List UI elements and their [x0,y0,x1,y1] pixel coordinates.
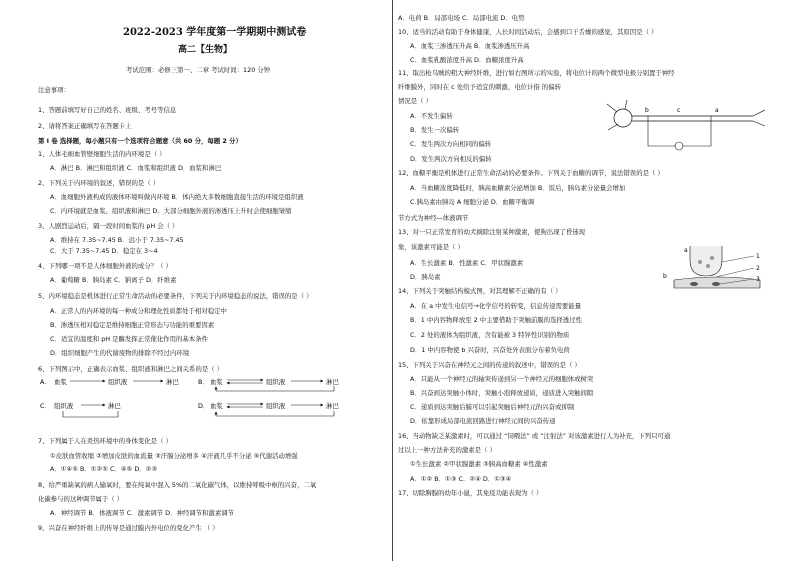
question-line: 象，该激素可能是（ ） [398,243,464,251]
question-line: C．内环境就是血浆、组织液和淋巴 D．大部分细胞外液的渗透压上升时会使细胞皱缩 [50,207,292,215]
question-line: C．适宜的温度和 pH 是酶发挥正常催化作用的基本条件 [50,335,208,343]
galvanometer-icon [675,142,683,150]
question-line: B．渗透压相对稳定是维持细胞正常形态与功能的重要因素 [50,321,215,329]
column-divider [392,0,393,561]
question-line: 化碳参与的这种调节属于（ ） [38,495,124,503]
question-line: A．只能从一个神经元的轴突传递到另一个神经元的细胞体或树突 [410,375,594,383]
label-lymph: 淋巴 [108,402,121,410]
note-item: 1、答题前填写好自己的姓名、班级、考号等信息 [38,106,177,114]
label-b: b [663,273,667,280]
question-line: 4、下列哪一项不是人体细胞外液的成分？（ ） [38,262,172,270]
question-line: 12、血糖平衡是机体进行正常生命活动的必要条件。下列关于血糖的调节，说法错误的是（ ） [398,169,664,177]
label-plasma: 血浆 [54,378,67,386]
question-line: C．大于 7.35~7.45 D．稳定在 3~4 [50,247,158,255]
question-line: 10、适当的活动有助于身体健康，人长时间活动后，会感到口干舌燥的感觉，其原因是（ ） [398,28,658,36]
note-item: 2、请将答案正确填写在答题卡上 [38,122,132,130]
exam-title: 2022-2023 学年度第一学期期中测试卷 [123,27,307,38]
question-line: 15、下列关于兴奋在神经元之间的传递的叙述中，错误的是（ ） [398,361,581,369]
question-line: A．血细胞外液构成的液体环境叫做内环境 B．体内绝大多数细胞直接生活的环境是组织液 [50,193,304,201]
exam-info: 考试范围：必修三第一、二章 考试时间：120 分钟 [126,66,271,74]
label-a: a [684,247,688,254]
question-line: 3、人剧烈运动后，隔一段时间血浆的 pH 会（ ） [38,222,179,230]
question-line: D．1 中内容物使 b 兴奋时，兴奋处外表面分布着负电荷 [410,346,570,354]
question-line: A．不发生偏转 [410,112,453,120]
question-line: C．2 处的液体为组织液，含有能被 3 特异性识别的物质 [410,331,570,339]
question-line: B．1 中内容物释放至 2 中主要借助于突触前膜的选择透过性 [410,316,582,324]
label-lymph: 淋巴 [326,402,339,410]
label-c: c [677,107,681,114]
question-line: A．①④⑤ B．①②⑤ C．④⑤ D．②③ [50,465,158,473]
question-line: C．发生两次方向相同的偏转 [410,140,492,148]
diagram-option-b: B． [198,378,209,386]
question-line: 16、当动物缺乏某激素时，可以通过 “饲喂法” 或 “注射法” 对该激素进行人为补充，下列只可通 [398,432,671,440]
question-line: A．葡萄糖 B．胰岛素 C．钠离子 D．纤维素 [50,276,177,284]
question-line: 2、下列关于内环境的叙述，错误的是（ ） [38,179,160,187]
question-line: A．淋巴 B．淋巴和组织液 C．血浆和组织液 D．血浆和淋巴 [50,164,222,172]
label-tissue-fluid: 组织液 [266,378,286,386]
label-b: b [645,107,649,114]
question-line: 8、给严重缺氧的病人输氧时，要在纯氧中混入 5%的二氧化碳气体，以维持呼吸中枢的兴奋，二氧 [38,481,317,489]
diagram-option-c: C． [40,402,51,410]
question-line: A．在 a 中发生电信号→化学信号的转变，信息传递需要能量 [410,302,582,310]
question-line: B．兴奋到达突触小体时，突触小泡释放递质，递质进入突触间隙 [410,389,594,397]
question-line: A．生长激素 B．性激素 C．甲状腺激素 [410,259,524,267]
label-tissue-fluid: 组织液 [266,402,286,410]
question-line: B．发生一次偏转 [410,126,460,134]
label-plasma: 血浆 [210,378,223,386]
question-line: A．神经调节 B．体液调节 C．激素调节 D．神经调节和激素调节 [50,509,234,517]
question-line: C．血浆乳酸浓度升高 D．血糖浓度升高 [410,56,524,64]
label-lymph: 淋巴 [326,378,339,386]
question-line: 14、下列关于突触结构模式图，对其理解不正确的有（ ） [398,287,562,295]
exam-subtitle: 高二【生物】 [178,45,233,55]
label-2: 2 [756,265,760,272]
q14-synapse-diagram [660,246,776,292]
question-line: C．递质到达突触后膜可以引起突触后神经元的兴奋或抑制 [410,403,575,411]
question-line: A．维持在 7.35~7.45 B．远小于 7.35~7.45 [50,236,184,244]
question-line: A．①② B．①③ C．②④ D．①③④ [410,475,512,483]
question-line: 过以上一种方法补充的激素是（ ） [398,446,496,454]
question-line: A．当血糖浓度降低时，胰高血糖素分泌增加 B．饭后，胰岛素分泌量会增加 [410,184,626,192]
diagram-option-d: D． [198,402,210,410]
question-line: ①生长激素 ②甲状腺激素 ③胰高血糖素 ④性激素 [410,460,548,468]
label-3: 3 [756,276,760,283]
question-line: D．胰岛素 [410,273,441,281]
notes-heading: 注意事项： [38,86,70,94]
label-a: a [715,107,719,114]
question-line: A．电荷 B．局部电场 C．局部电流 D．电势 [398,14,525,22]
question-line: 17、切除胸腺的幼年小鼠，其免疫功能表现为（ ） [398,489,543,497]
q6-diagram [38,376,390,422]
label-tissue-fluid: 组织液 [108,378,128,386]
question-line: D．依靠形成局部电流回路进行神经元间的兴奋传递 [410,417,556,425]
question-line: ①皮肤血管收缩 ②增加皮肤的血流量 ③汗腺分泌增多 ④汗液几乎不分泌 ⑤代谢活动增强 [50,452,298,460]
question-line: C.胰岛素由胰岛 A 细胞分泌 D．血糖平衡调 [410,198,535,206]
question-line: 5、内环境稳态是机体进行正常生命活动的必要条件，下列关于内环境稳态的说法，错误的是（ ） [38,292,313,300]
question-line: 9、兴奋在神经纤维上的传导是通过膜内外电位的变化产生 （ ） [38,524,219,532]
question-line: 6、下列图示中，正确表示血浆、组织液和淋巴之间关系的是（ ） [38,365,224,373]
question-line: D．发生两次方向相反的偏转 [410,155,492,163]
question-line: 7、下列属于人在炎热环境中的身体变化是（ ） [38,437,172,445]
question-line: 1、人体毛细血管壁细胞生活的内环境是（ ） [38,150,166,158]
q11-nerve-diagram [603,98,775,156]
label-tissue-fluid: 组织液 [54,402,74,410]
label-1: 1 [756,253,760,260]
section-heading: 第 I 卷 选择题，每小题只有一个选项符合题意（共 60 分，每题 2 分） [38,137,242,145]
question-line: A．正常人的内环境的每一种成分和理化性质都处于相对稳定中 [50,307,227,315]
label-lymph: 淋巴 [166,378,179,386]
question-line: D．组织细胞产生的代谢废物的排除不经过内环境 [50,349,190,357]
question-line: 节方式为神经—体液调节 [398,214,469,222]
question-line: 纤维膜外，同时在 c 处给予适宜的刺激，电位计指 的偏转 [398,83,561,91]
question-line: 情况是（ ） [398,97,432,105]
question-line: 13、对一只正常发育的幼犬摘除注射某种激素，使狗出现了昏迷现 [398,228,586,236]
question-line: 11、取出枪乌贼的粗大神经纤维，进行如右图所示的实验，将电位计的两个微型电极分别置于神经 [398,69,675,77]
diagram-option-a: A． [40,378,51,386]
question-line: A．血浆三渗透压升高 B．血浆渗透压升高 [410,42,530,50]
label-plasma: 血浆 [210,402,223,410]
